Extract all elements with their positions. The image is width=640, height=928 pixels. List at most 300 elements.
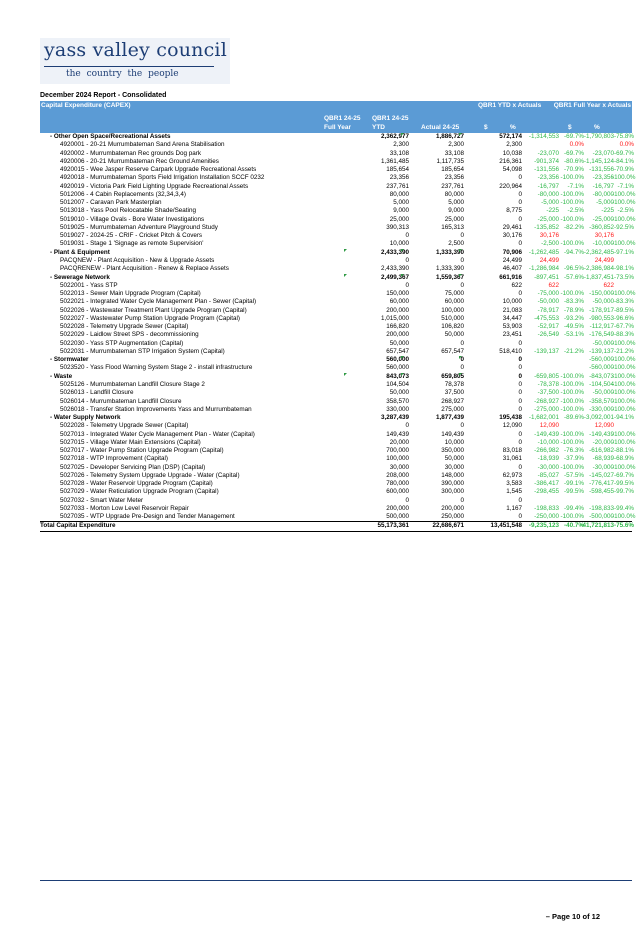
cell-p2: -96.6% — [614, 314, 634, 322]
cell-d2: -145,027 — [589, 471, 614, 479]
cell-p1: -37.9% — [564, 455, 584, 463]
cell-d1: -225 — [546, 207, 559, 215]
row-label: 5019027 - 2024-25 - CRIF - Cricket Pitch & Covers — [60, 232, 203, 240]
cell-ytd: 25,000 — [444, 215, 464, 223]
group-full-header: QBR1 Full Year x Actuals — [553, 102, 631, 109]
cell-d2: -225 — [601, 207, 614, 215]
table-row — [40, 472, 632, 480]
cell-d1: -901,374 — [534, 157, 559, 165]
council-logo — [40, 38, 230, 84]
cell-indicator-icon — [344, 249, 347, 252]
col-ytd-dollar-header: $ — [484, 124, 488, 131]
cell-p2: -98.1% — [614, 265, 634, 273]
cell-p1: -57.5% — [564, 471, 584, 479]
cell-full: 0 — [405, 232, 409, 240]
cell-p1: -89.6% — [564, 414, 584, 422]
row-label: 5027026 - Telemetry System Upgrade Upgrade - Water (Capital) — [60, 471, 240, 479]
cell-p2: -83.3% — [614, 298, 634, 306]
col-full-year-header-1: QBR1 24-25 — [324, 115, 361, 122]
cell-d2: -104,504 — [589, 380, 614, 388]
cell-d2: 30,176 — [594, 232, 614, 240]
table-row — [40, 183, 632, 191]
cell-actual: 0 — [518, 356, 522, 364]
row-label: 5026014 - Murrumbateman Landfill Closure — [60, 397, 182, 405]
logo-tagline: the country the people — [66, 69, 179, 79]
cell-d2: -150,000 — [589, 290, 614, 298]
cell-ytd: 0 — [460, 422, 464, 430]
cell-d2: -598,455 — [589, 488, 614, 496]
cell-ytd: 33,108 — [444, 149, 464, 157]
table-row — [40, 438, 636, 447]
cell-p2: -100.0% — [612, 430, 636, 438]
cell-p1: -21.2% — [564, 347, 584, 355]
cell-p2: -100.0% — [612, 380, 636, 388]
cell-p1: 0.0% — [569, 141, 584, 149]
cell-d1: -659,805 — [534, 372, 559, 380]
cell-d2: -50,000 — [592, 339, 614, 347]
cell-p1: -100.0% — [560, 215, 584, 223]
cell-actual: 24,499 — [502, 256, 522, 264]
cell-full: 600,000 — [386, 488, 409, 496]
cell-d2: -68,939 — [592, 455, 614, 463]
cell-full: 560,000 — [386, 356, 409, 364]
cell-full: 700,000 — [386, 447, 409, 455]
cell-ytd: 237,761 — [441, 182, 464, 190]
table-row — [40, 339, 636, 348]
row-label: 5027015 - Village Water Main Extensions (Capital) — [60, 438, 201, 446]
cell-d2: -41,721,813 — [580, 522, 614, 530]
cell-p1: -100.0% — [560, 240, 584, 248]
row-label: 5022028 - Telemetry Upgrade Sewer (Capital) — [60, 422, 189, 430]
cell-full: 150,000 — [386, 290, 409, 298]
cell-ytd: 10,000 — [444, 438, 464, 446]
table-row — [40, 307, 632, 315]
cell-d2: -1,837,451 — [583, 273, 614, 281]
cell-p1: -69.7% — [564, 133, 584, 140]
cell-indicator-icon — [401, 274, 404, 277]
cell-d2: -198,833 — [589, 504, 614, 512]
cell-actual: 30,176 — [502, 232, 522, 240]
table-row — [40, 166, 632, 174]
cell-ytd: 100,000 — [441, 306, 464, 314]
cell-full: 20,000 — [389, 438, 409, 446]
table-row — [40, 240, 636, 248]
total-row — [40, 521, 632, 531]
cell-p2: -100.0% — [612, 215, 636, 223]
cell-actual: 3,583 — [506, 480, 522, 488]
cell-actual: 518,410 — [499, 347, 522, 355]
cell-p2: -100.0% — [612, 339, 636, 347]
cell-full: 166,820 — [386, 323, 409, 331]
cell-full: 25,000 — [389, 215, 409, 223]
cell-full: 1,361,485 — [380, 157, 409, 165]
row-label: 5022001 - Yass STP — [60, 281, 118, 289]
cell-ytd: 5,000 — [448, 199, 464, 207]
table-row — [40, 224, 632, 232]
cell-indicator-icon — [459, 249, 462, 252]
cell-p2: -88.3% — [614, 331, 634, 339]
cell-actual: 1,545 — [506, 488, 522, 496]
cell-d1: -1,262,485 — [528, 248, 559, 256]
row-label: 5026018 - Transfer Station Improvements Yass and Murrumbateman — [60, 405, 252, 413]
cell-d1: -23,356 — [537, 174, 559, 182]
table-row — [40, 422, 632, 430]
cell-d1: 30,176 — [539, 232, 559, 240]
cell-actual: 0 — [518, 364, 522, 372]
cell-d1: -298,455 — [534, 488, 559, 496]
cell-ytd: 275,000 — [441, 405, 464, 413]
cell-full: 780,000 — [386, 480, 409, 488]
cell-indicator-icon — [344, 274, 347, 277]
cell-d1: -16,797 — [537, 182, 559, 190]
cell-full: 5,000 — [393, 199, 409, 207]
cell-p1: -99.5% — [564, 488, 584, 496]
section-row — [40, 414, 632, 422]
cell-p1: -100.0% — [560, 372, 584, 380]
row-label: - Plant & Equipment — [50, 248, 110, 256]
row-label: - Sewerage Network — [50, 273, 110, 281]
cell-d1: -78,378 — [537, 380, 559, 388]
cell-full: 1,015,000 — [380, 314, 409, 322]
cell-actual: 0 — [518, 430, 522, 438]
cell-actual: 572,174 — [499, 133, 522, 140]
cell-d1: -23,070 — [537, 149, 559, 157]
col-full-dollar-header: $ — [568, 124, 572, 131]
cell-p2: -75.6% — [614, 522, 634, 530]
table-row — [40, 290, 636, 298]
cell-p2: -100.0% — [612, 372, 636, 380]
row-label: 5012007 - Caravan Park Masterplan — [60, 199, 162, 207]
cell-actual: 0 — [518, 463, 522, 471]
cell-ytd: 1,559,367 — [435, 273, 464, 281]
cell-ytd: 0 — [460, 256, 464, 264]
table-row — [40, 257, 632, 265]
cell-p1: -69.7% — [564, 149, 584, 157]
cell-ytd: 22,686,671 — [432, 522, 464, 530]
cell-d2: -80,000 — [592, 190, 614, 198]
cell-p2: -2.5% — [617, 207, 634, 215]
cell-full: 30,000 — [389, 463, 409, 471]
page-number: – Page 10 of 12 — [545, 912, 600, 921]
cell-ytd: 0 — [460, 364, 464, 372]
cell-p1: -78.9% — [564, 306, 584, 314]
cell-actual: 661,916 — [499, 273, 522, 281]
row-label: - Other Open Space/Recreational Assets — [50, 133, 171, 140]
capex-table — [40, 133, 636, 532]
cell-ytd: 350,000 — [441, 447, 464, 455]
cell-ytd: 50,000 — [444, 331, 464, 339]
cell-ytd: 2,500 — [448, 240, 464, 248]
table-row — [40, 323, 632, 331]
cell-d1: -37,500 — [537, 389, 559, 397]
cell-ytd: 149,439 — [441, 430, 464, 438]
cell-d1: -2,500 — [541, 240, 559, 248]
row-label: PACQRENEW - Plant Acquisition - Renew & Replace Assets — [60, 265, 229, 273]
table-row — [40, 380, 636, 389]
cell-d2: -560,000 — [589, 356, 614, 364]
cell-d2: -30,000 — [592, 463, 614, 471]
cell-d1: -475,553 — [534, 314, 559, 322]
cell-d2: -3,092,001 — [583, 414, 614, 422]
table-header-band — [40, 101, 632, 133]
cell-p1: -99.4% — [564, 504, 584, 512]
cell-p2: -100.0% — [612, 190, 636, 198]
cell-p2: -73.5% — [614, 273, 634, 281]
cell-d2: -2,362,485 — [583, 248, 614, 256]
cell-d2: -10,000 — [592, 240, 614, 248]
row-label: 5019031 - Stage 1 'Signage as remote Supervision' — [60, 240, 204, 248]
cell-p2: -69.7% — [614, 149, 634, 157]
cell-full: 185,654 — [386, 166, 409, 174]
cell-p2: -99.4% — [614, 504, 634, 512]
col-full-year-header-2: Full Year — [324, 124, 351, 131]
cell-full: 0 — [405, 281, 409, 289]
cell-d1: -26,549 — [537, 331, 559, 339]
row-label: 5025126 - Murrumbateman Landfill Closure Stage 2 — [60, 380, 205, 388]
row-label: - Water Supply Network — [50, 414, 121, 422]
row-label: 5013018 - Yass Pool Relocatable Shade/Seating — [60, 207, 196, 215]
table-row — [40, 389, 636, 397]
cell-d2: -20,000 — [592, 438, 614, 446]
cell-p2: -99.5% — [614, 480, 634, 488]
table-row — [40, 298, 632, 306]
cell-actual: 2,300 — [506, 141, 522, 149]
cell-full: 200,000 — [386, 306, 409, 314]
cell-d2: 12,090 — [594, 422, 614, 430]
row-label: 5022028 - Telemetry Upgrade Sewer (Capital) — [60, 323, 189, 331]
cell-actual: 216,361 — [499, 157, 522, 165]
cell-ytd: 1,117,735 — [436, 157, 464, 165]
cell-d1: -10,000 — [537, 438, 559, 446]
cell-d2: -5,000 — [596, 199, 614, 207]
logo-divider — [44, 66, 214, 67]
cell-d2: -50,000 — [592, 389, 614, 397]
cell-ytd: 510,000 — [441, 314, 464, 322]
cell-ytd: 165,313 — [441, 223, 464, 231]
cell-p1: -93.2% — [564, 314, 584, 322]
cell-d2: -360,852 — [589, 223, 614, 231]
cell-ytd: 0 — [460, 496, 464, 504]
cell-p1: -100.0% — [560, 190, 584, 198]
cell-d2: -1,790,803 — [583, 133, 614, 140]
cell-d2: -560,000 — [589, 364, 614, 372]
cell-actual: 8,775 — [506, 207, 522, 215]
row-label: 5027013 - Integrated Water Cycle Management Plan - Water (Capital) — [60, 430, 255, 438]
row-label: 4920019 - Victoria Park Field Lighting Upgrade Recreational Assets — [60, 182, 249, 190]
cell-d1: -386,417 — [534, 480, 559, 488]
cell-actual: 34,447 — [502, 314, 522, 322]
cell-actual: 0 — [518, 389, 522, 397]
cell-d2: -1,145,124 — [583, 157, 614, 165]
cell-indicator-icon — [459, 373, 462, 376]
cell-full: 33,108 — [389, 149, 409, 157]
row-label: - Waste — [50, 372, 73, 380]
cell-full: 104,504 — [386, 380, 409, 388]
cell-indicator-icon — [459, 274, 462, 277]
cell-p1: -53.1% — [564, 331, 584, 339]
row-label: 4920006 - 20-21 Murrumbateman Rec Ground Amenities — [60, 157, 219, 165]
cell-d1: -139,137 — [534, 347, 559, 355]
cell-p2: -100.0% — [612, 240, 636, 248]
cell-full: 2,433,390 — [380, 248, 409, 256]
cell-d1: -75,000 — [537, 290, 559, 298]
col-ytd-pct-header: % — [510, 124, 516, 131]
cell-d1: -78,917 — [537, 306, 559, 314]
table-row — [40, 405, 636, 414]
cell-actual: 0 — [518, 190, 522, 198]
cell-full: 208,000 — [386, 471, 409, 479]
cell-d1: -30,000 — [537, 463, 559, 471]
cell-ytd: 37,500 — [444, 389, 464, 397]
row-label: - Stormwater — [50, 356, 89, 364]
cell-actual: 31,061 — [502, 455, 522, 463]
cell-d2: -112,917 — [589, 323, 614, 331]
cell-actual: 0 — [518, 215, 522, 223]
row-label: 5022026 - Wastewater Treatment Plant Upgrade Program (Capital) — [60, 306, 247, 314]
cell-d2: -50,000 — [592, 298, 614, 306]
col-ytd-header-2: YTD — [372, 124, 385, 131]
cell-d2: -149,439 — [589, 430, 614, 438]
cell-full: 23,356 — [389, 174, 409, 182]
cell-actual: 83,018 — [502, 447, 522, 455]
section-row — [40, 133, 632, 141]
cell-actual: 54,098 — [502, 166, 522, 174]
cell-ytd: 300,000 — [441, 488, 464, 496]
cell-d1: -198,833 — [534, 504, 559, 512]
table-row — [40, 463, 636, 472]
table-row — [40, 158, 632, 166]
cell-actual: 46,407 — [502, 265, 522, 273]
cell-p1: -100.0% — [560, 174, 584, 182]
cell-indicator-icon — [344, 373, 347, 376]
cell-p2: -100.0% — [612, 405, 636, 413]
cell-actual: 29,461 — [502, 223, 522, 231]
cell-p1: -57.6% — [564, 273, 584, 281]
table-row — [40, 364, 636, 372]
cell-actual: 0 — [518, 513, 522, 521]
cell-ytd: 0 — [460, 356, 464, 364]
cell-d1: -1,286,984 — [528, 265, 559, 273]
table-row — [40, 199, 636, 207]
cell-p2: -21.2% — [614, 347, 634, 355]
cell-actual: 195,438 — [499, 414, 522, 422]
cell-ytd: 657,547 — [441, 347, 464, 355]
cell-p1: -100.0% — [560, 463, 584, 471]
cell-ytd: 78,378 — [444, 380, 464, 388]
section-row — [40, 372, 636, 381]
row-label: 4920002 - Murrumbateman Rec grounds Dog park — [60, 149, 202, 157]
table-row — [40, 141, 632, 149]
cell-p1: -100.0% — [560, 389, 584, 397]
cell-full: 2,300 — [393, 141, 409, 149]
row-label: 5027028 - Water Reservoir Upgrade Program (Capital) — [60, 480, 213, 488]
col-ytd-header-1: QBR1 24-25 — [372, 115, 409, 122]
row-label: 5027032 - Smart Water Meter — [60, 496, 144, 504]
cell-ytd: 268,927 — [441, 397, 464, 405]
cell-d2: -139,137 — [589, 347, 614, 355]
row-label: 5022030 - Yass STP Augmentation (Capital) — [60, 339, 184, 347]
cell-p2: -92.5% — [614, 223, 634, 231]
table-row — [40, 190, 636, 199]
cell-ytd: 200,000 — [441, 504, 464, 512]
col-full-pct-header: % — [594, 124, 600, 131]
cell-p2: -75.8% — [614, 133, 634, 140]
cell-p1: -99.1% — [564, 480, 584, 488]
cell-full: 9,000 — [393, 207, 409, 215]
cell-p1: -40.7% — [564, 522, 584, 530]
row-label: 5022013 - Sewer Main Upgrade Program (Capital) — [60, 290, 201, 298]
row-label: 5019010 - Village Ovals - Bore Water Investigations — [60, 215, 205, 223]
cell-ytd: 1,333,390 — [435, 265, 464, 273]
table-row — [40, 488, 632, 496]
row-label: 5022027 - Wastewater Pump Station Upgrade Program (Capital) — [60, 314, 241, 322]
cell-ytd: 148,000 — [441, 471, 464, 479]
cell-full: 50,000 — [389, 339, 409, 347]
row-label: 4920001 - 20-21 Murrumbateman Sand Arena Stabilisation — [60, 141, 225, 149]
cell-actual: 53,903 — [502, 323, 522, 331]
cell-full: 0 — [405, 422, 409, 430]
cell-d2: -358,570 — [589, 397, 614, 405]
cell-p1: -100.0% — [560, 380, 584, 388]
cell-ytd: 185,654 — [441, 166, 464, 174]
cell-ytd: 1,886,727 — [435, 133, 464, 140]
cell-ytd: 659,805 — [441, 372, 464, 380]
cell-d1: 12,090 — [539, 422, 559, 430]
cell-d1: -25,000 — [537, 215, 559, 223]
row-label: 5022021 - Integrated Water Cycle Management Plan - Sewer (Capital) — [60, 298, 257, 306]
cell-actual: 0 — [518, 380, 522, 388]
table-row — [40, 232, 632, 240]
table-row — [40, 282, 632, 290]
cell-d2: 622 — [603, 281, 614, 289]
cell-ytd: 106,820 — [441, 323, 464, 331]
table-row — [40, 150, 632, 158]
cell-d2: -843,073 — [589, 372, 614, 380]
cell-actual: 62,973 — [502, 471, 522, 479]
cell-full: 657,547 — [386, 347, 409, 355]
cell-actual: 0 — [518, 290, 522, 298]
row-label: Total Capital Expenditure — [40, 522, 116, 530]
cell-indicator-icon — [401, 249, 404, 252]
cell-actual: 12,090 — [502, 422, 522, 430]
cell-d2: -980,553 — [589, 314, 614, 322]
cell-ytd: 1,333,390 — [435, 248, 464, 256]
report-title: December 2024 Report - Consolidated — [40, 92, 167, 99]
cell-full: 100,000 — [386, 455, 409, 463]
cell-full: 560,000 — [386, 364, 409, 372]
cell-p2: 0.0% — [619, 141, 634, 149]
cell-actual: 0 — [518, 397, 522, 405]
cell-d1: -135,852 — [534, 223, 559, 231]
cell-p1: -70.9% — [564, 166, 584, 174]
cell-full: 2,433,390 — [380, 265, 409, 273]
cell-actual: 0 — [518, 174, 522, 182]
cell-p1: -94.7% — [564, 248, 584, 256]
cell-d1: -85,027 — [537, 471, 559, 479]
cell-full: 55,173,361 — [377, 522, 409, 530]
col-actual-header: Actual 24-25 — [421, 124, 460, 131]
row-label: 5027018 - WTP Improvement (Capital) — [60, 455, 169, 463]
table-row — [40, 447, 632, 455]
cell-p2: -70.9% — [614, 166, 634, 174]
cell-p2: -94.1% — [614, 414, 634, 422]
cell-indicator-icon — [401, 133, 404, 136]
cell-ytd: 30,000 — [444, 463, 464, 471]
cell-d1: -897,451 — [534, 273, 559, 281]
cell-full: 3,287,439 — [380, 414, 409, 422]
table-row — [40, 265, 632, 273]
row-label: 5012006 - 4 Cabin Replacements (32,34,3,4) — [60, 190, 187, 198]
